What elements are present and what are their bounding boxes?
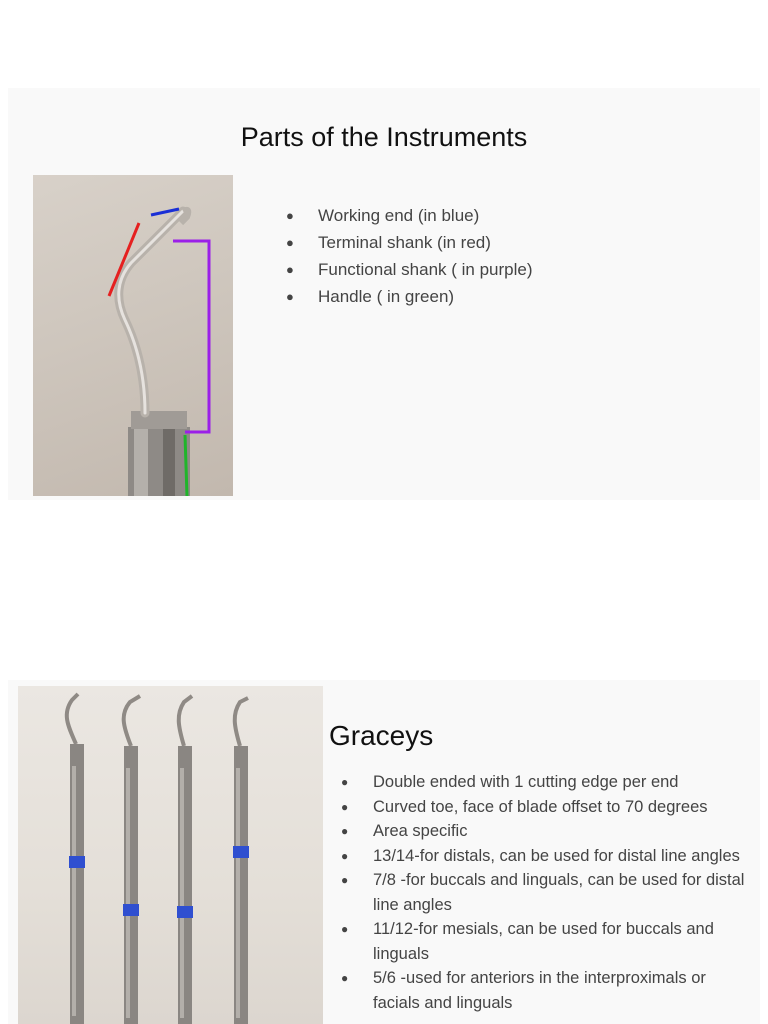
gracey-instrument	[177, 696, 193, 1024]
list-item: ● Functional shank ( in purple)	[286, 256, 726, 283]
parts-list	[286, 202, 726, 310]
slide-title: Graceys	[329, 720, 434, 751]
graceys-illustration	[18, 686, 323, 1024]
slide-graceys	[8, 680, 760, 1024]
gracey-instrument	[123, 696, 140, 1024]
handle-marker	[185, 435, 187, 496]
list-item: ● 13/14-for distals, can be used for distal line angles	[341, 844, 751, 869]
list-item: ● Area specific	[341, 819, 751, 844]
graceys-list	[341, 770, 751, 1015]
list-item: ● Double ended with 1 cutting edge per end	[341, 770, 751, 795]
gracey-instrument	[233, 698, 249, 1024]
list-item: ● Handle ( in green)	[286, 283, 726, 310]
slide-title: Parts of the Instruments	[240, 122, 528, 152]
instrument-photo	[33, 175, 233, 496]
functional-shank-marker	[173, 241, 209, 432]
list-item: ● Terminal shank (in red)	[286, 229, 726, 256]
list-item: ● 11/12-for mesials, can be used for buccals and linguals	[341, 917, 751, 966]
instrument-illustration	[33, 175, 233, 496]
slide-parts-of-instruments	[8, 88, 760, 500]
list-item: ● 7/8 -for buccals and linguals, can be used for distal line angles	[341, 868, 751, 917]
list-item: ● Curved toe, face of blade offset to 70 degrees	[341, 795, 751, 820]
gracey-instrument	[67, 694, 85, 1024]
graceys-photo	[18, 686, 323, 1024]
list-item: ● 5/6 -used for anteriors in the interproximals or facials and linguals	[341, 966, 751, 1015]
list-item: ● Working end (in blue)	[286, 202, 726, 229]
